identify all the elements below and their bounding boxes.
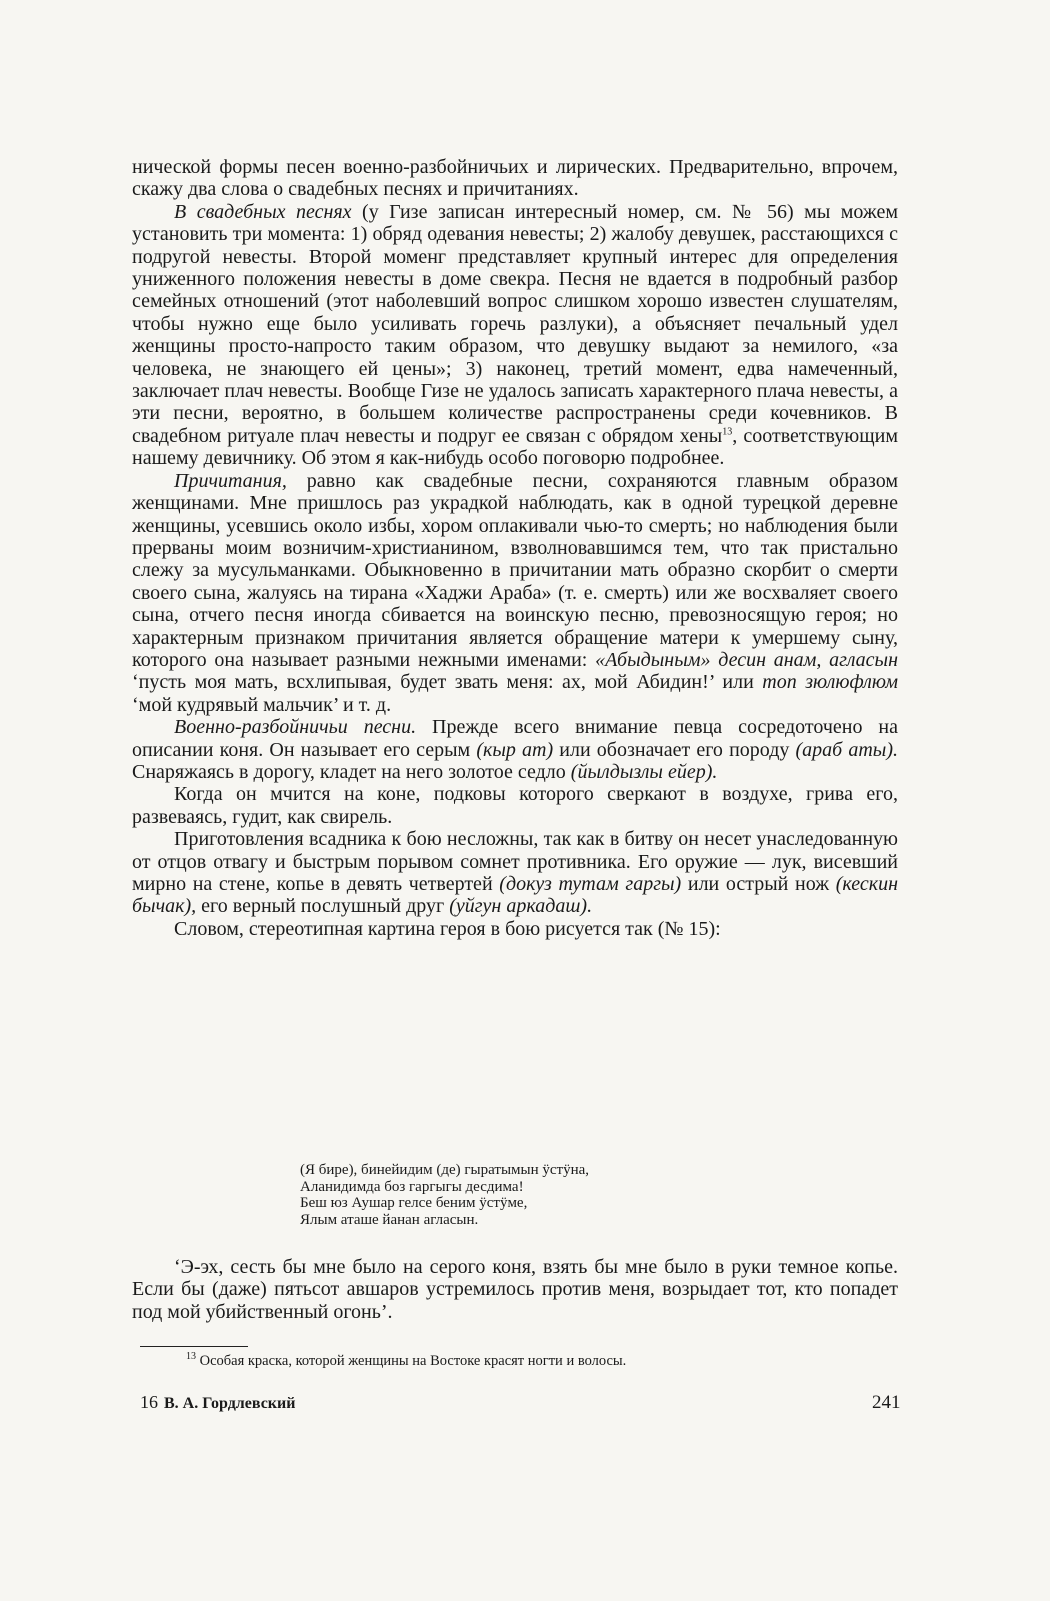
italic-term: Причитания, [174, 469, 287, 492]
poem-translation: ‘Э-эх, сесть бы мне было на серого коня, взять бы мне было в руки темное копье. Если бы (даже) пятьсот авшаров устремилось против меня, возрыдает тот, кто попадет под мой убийственный огонь’. [132, 1256, 898, 1323]
italic-term: (йылдызлы ейер). [570, 760, 718, 783]
italic-term: (араб аты). [795, 738, 899, 761]
text-run: , соответствующим нашему девичнику. Об этом я как-нибудь особо поговорю подробнее. [132, 424, 898, 470]
text-run: ‘пусть моя мать, всхлипывая, будет звать меня: ах, мой Абидин!’ или [132, 671, 763, 694]
paragraph [132, 783, 898, 828]
text-run: Приготовления всадника к бою несложны, так как в битву он несет унаследованную от отцов отвагу и быстрым порывом сомнет противника. Его оружие — лук, висевший мирно на стене, копье в девять четвертей [132, 828, 898, 895]
footnote-text: Особая краска, которой женщины на Востоке красят ногти и волосы. [196, 1353, 627, 1369]
italic-term: топ зюлюфлюм [762, 671, 898, 694]
body-text [132, 156, 898, 940]
paragraph [132, 918, 898, 940]
footnote-reference: 13 [722, 426, 733, 438]
poem-line: Беш юз Аушар гелсе беним ӱстӱме, [300, 1195, 528, 1212]
text-run: Снаряжаясь в дорогу, кладет на него золотое седло [132, 760, 571, 783]
italic-term: В свадебных песнях [174, 200, 352, 223]
italic-term: «Абыдыным» десин анам, аглаcын [595, 648, 899, 671]
text-run: Словом, стереотипная картина героя в бою рисуется так (№ 15): [174, 917, 721, 940]
poem-quote [300, 1162, 820, 1228]
text-run: его верный послушный друг [196, 895, 450, 918]
italic-term: Военно-разбойничьи песни. [174, 716, 417, 739]
poem-line: Аланидимда боз гаргыгы десдима! [300, 1178, 524, 1195]
text-run: (у Гизе записан интересный номер, см. № 56) мы можем установить три момента: 1) обряд одевания невесты; 2) жалобу девушек, расстающихся с подругой невесты. Второй моменг представляет крупный интерес для определения униженного положения невесты в доме свекра. Песня не вдается в подробный разбор семейных отношений (этот наболевший вопрос слишком хорошо известен слушателям, чтобы нужно еще было усиливать горечь разлуки), а объясняет печальный удел женщины просто-напросто таким образом, что девушку выдают за немилого, «за человека, не знающего ей цены»; 3) наконец, третий момент, едва намеченный, заключает плач невесты. Вообще Гизе не удалось записать характерного плача невесты, а эти песни, вероятно, в большем количестве распространены среди кочевников. В свадебном ритуале плач невесты и подруг ее связан с обрядом хены [132, 200, 898, 447]
text-run: равно как свадебные песни, сохраняются главным образом женщинами. Мне пришлось раз украдкой наблюдать, как в одной турецкой деревне женщины, усевшись около избы, хором оплакивали чью-то смерть; но наблюдения были прерваны моим возничим-христианином, взволновавшимся тем, что так пристально слежу за мусульманками. Обыкновенно в причитании мать образно скорбит о смерти своего сына, жалуясь на тирана «Хаджи Араба» (т. е. смерть) или же восхваляет своего сына, отчего песня иногда сбивается на воинскую песню, превозносящую героя; но характерным признаком причитания является обращение матери к умершему сыну, которого она называет разными нежными именами: [132, 469, 898, 671]
signature-line [140, 1392, 295, 1413]
italic-term: (кыр ат) [476, 738, 554, 761]
text-run: нической формы песен военно-разбойничьих и лирических. Предварительно, впрочем, скажу два слова о свадебных песнях и причитаниях. [132, 156, 898, 201]
poem-line: Ялым аташе йанан агласын. [300, 1211, 479, 1228]
italic-term: (уйгун аркадаш). [449, 895, 593, 918]
paragraph [132, 470, 898, 716]
italic-term: (докуз тутам гаргы) [499, 873, 682, 895]
text-run: или острый нож [681, 873, 836, 895]
text-run: ‘мой кудрявый мальчик’ и т. д. [132, 693, 392, 716]
italic-term: (кескин бычак), [132, 873, 898, 918]
sheet-number: 16 [140, 1392, 158, 1412]
paragraph [132, 201, 898, 470]
author-name: В. А. Гордлевский [164, 1395, 296, 1412]
poem-line: (Я бире), бинейидим (де) гыратымын ӱстӱна, [300, 1162, 590, 1178]
paragraph [132, 156, 898, 201]
text-run: Прежде всего внимание певца сосредоточено на описании коня. Он называет его серым [132, 716, 899, 761]
footnote-divider [140, 1346, 248, 1347]
paragraph [132, 716, 898, 783]
footnote-mark: 13 [186, 1351, 196, 1363]
footnote [186, 1352, 886, 1370]
page-number: 241 [872, 1392, 901, 1413]
text-run: Когда он мчится на коне, подковы которого сверкают в воздухе, грива его, развеваясь, гудит, как свирель. [132, 783, 898, 828]
text-run: или обозначает его породу [553, 738, 796, 761]
paragraph [132, 828, 898, 918]
